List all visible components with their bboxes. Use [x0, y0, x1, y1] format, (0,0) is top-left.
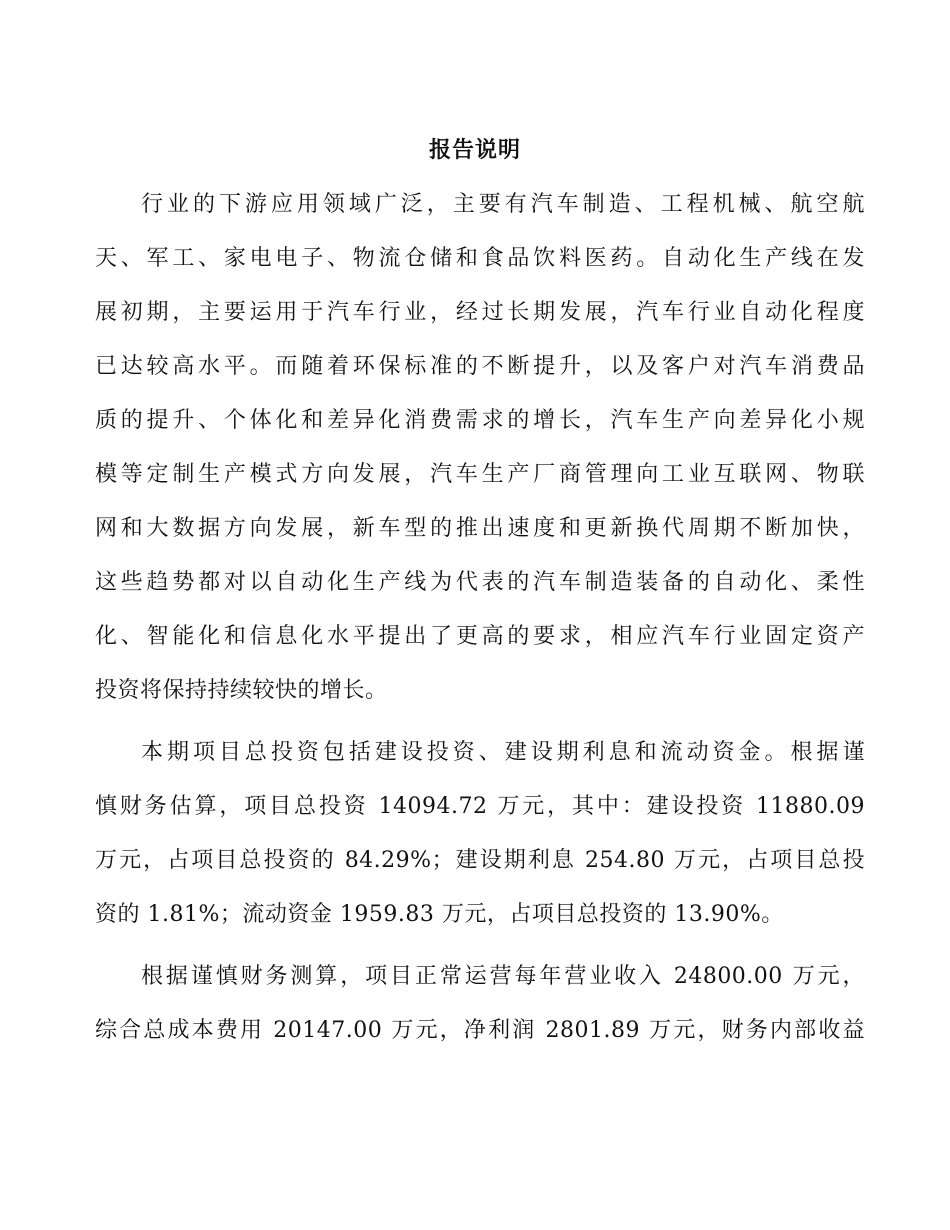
text-line: 质的提升、个体化和差异化消费需求的增长，汽车生产向差异化小规	[95, 408, 865, 433]
text-line: 慎财务估算，项目总投资 14094.72 万元，其中：建设投资 11880.09	[95, 794, 865, 819]
text-line: 万元，占项目总投资的 84.29%；建设期利息 254.80 万元，占项目总投	[95, 848, 865, 873]
text-line: 资的 1.81%；流动资金 1959.83 万元，占项目总投资的 13.90%。	[95, 902, 784, 927]
paragraph-financials	[95, 950, 865, 1058]
text-line: 行业的下游应用领域广泛，主要有汽车制造、工程机械、航空航	[141, 192, 865, 217]
report-title: 报告说明	[428, 137, 521, 163]
text-line: 本期项目总投资包括建设投资、建设期利息和流动资金。根据谨	[141, 740, 865, 765]
paragraph-spacer	[95, 718, 865, 726]
paragraph-industry	[95, 178, 865, 718]
text-line: 化、智能化和信息化水平提出了更高的要求，相应汽车行业固定资产	[95, 624, 865, 649]
text-line: 综合总成本费用 20147.00 万元，净利润 2801.89 万元，财务内部收益	[95, 1018, 865, 1043]
text-line: 投资将保持持续较快的增长。	[95, 678, 388, 703]
text-line: 网和大数据方向发展，新车型的推出速度和更新换代周期不断加快，	[95, 516, 865, 541]
text-line: 已达较高水平。而随着环保标准的不断提升，以及客户对汽车消费品	[95, 354, 865, 379]
report-body	[95, 178, 865, 1058]
text-line: 模等定制生产模式方向发展，汽车生产厂商管理向工业互联网、物联	[95, 462, 865, 487]
text-line: 这些趋势都对以自动化生产线为代表的汽车制造装备的自动化、柔性	[95, 570, 865, 595]
paragraph-spacer	[95, 942, 865, 950]
paragraph-investment	[95, 726, 865, 942]
text-line: 根据谨慎财务测算，项目正常运营每年营业收入 24800.00 万元，	[141, 964, 865, 989]
text-line: 展初期，主要运用于汽车行业，经过长期发展，汽车行业自动化程度	[95, 300, 865, 325]
text-line: 天、军工、家电电子、物流仓储和食品饮料医药。自动化生产线在发	[95, 246, 865, 271]
